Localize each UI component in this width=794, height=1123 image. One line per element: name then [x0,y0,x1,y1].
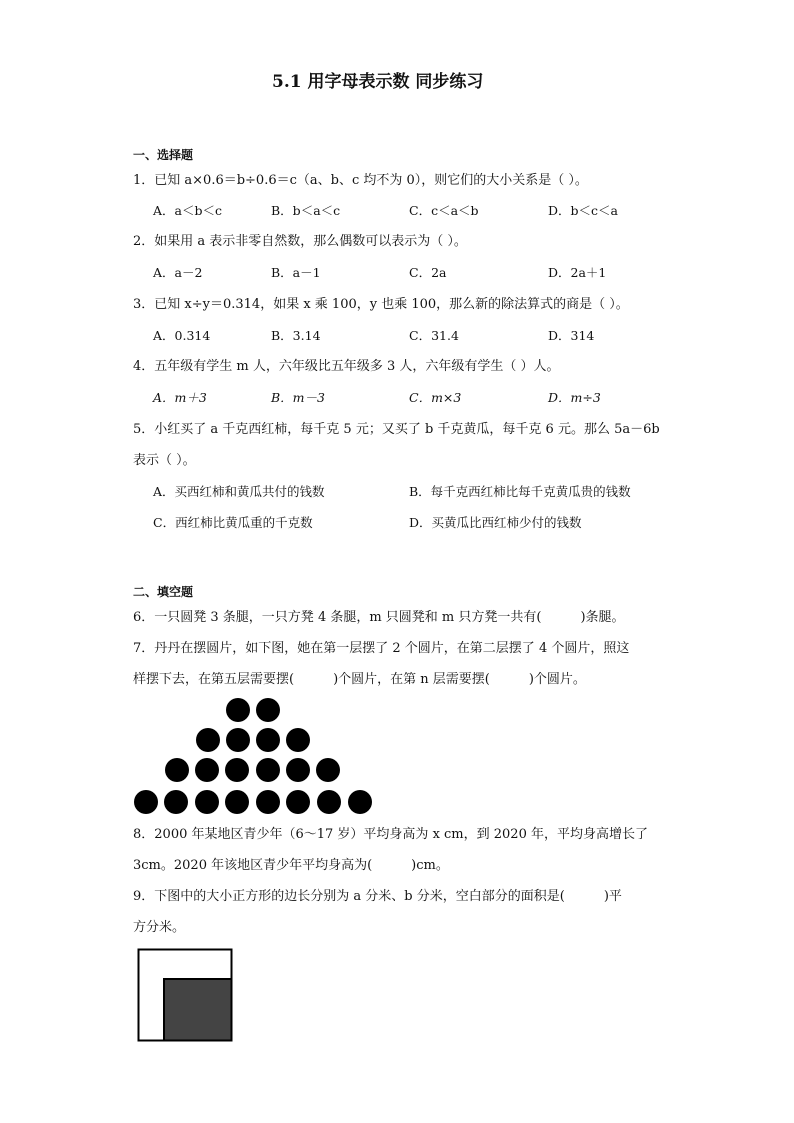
q2-option-c: C．2a [409,265,447,280]
question-8-line2: 3cm。2020 年该地区青少年平均身高为( )cm。 [133,858,449,873]
question-3-stem: 3．已知 x÷y＝0.314，如果 x 乘 100，y 也乘 100，那么新的除法算式的商是（ ）。 [133,297,629,312]
q2-option-b: B．a－1 [271,265,321,280]
q1-option-d: D．b＜c＜a [548,203,618,218]
disc [195,758,219,782]
question-9-line1: 9．下图中的大小正方形的边长分别为 a 分米、b 分米，空白部分的面积是( )平 [133,889,622,904]
disc [256,758,280,782]
q2-option-d: D．2a＋1 [548,265,607,280]
q5-option-a: A．买西红柿和黄瓜共付的钱数 [153,484,325,499]
question-6: 6．一只圆凳 3 条腿，一只方凳 4 条腿，m 只圆凳和 m 只方凳一共有( )条腿。 [133,610,625,625]
question-1-stem: 1．已知 a×0.6＝b÷0.6＝c（a、b、c 均不为 0），则它们的大小关系是（ ）。 [133,173,588,188]
disc [165,758,189,782]
page-title: 5.1 用字母表示数 同步练习 [272,72,484,92]
q4-option-b: B．m－3 [271,390,325,405]
circle-pyramid-figure [125,692,385,817]
disc [225,790,249,814]
question-5-stem-line2: 表示（ ）。 [133,453,196,468]
q5-option-c: C．西红柿比黄瓜重的千克数 [153,515,313,530]
q4-option-a: A．m＋3 [153,390,207,405]
section-fill-heading: 二、填空题 [133,585,194,599]
question-7-line1: 7．丹丹在摆圆片，如下图，她在第一层摆了 2 个圆片，在第二层摆了 4 个圆片，照这 [133,641,630,656]
square-area-figure [137,948,237,1044]
q1-option-b: B．b＜a＜c [271,203,341,218]
disc [134,790,158,814]
question-4-stem: 4．五年级有学生 m 人，六年级比五年级多 3 人，六年级有学生（ ）人。 [133,359,560,374]
disc [316,758,340,782]
disc [226,698,250,722]
disc [256,728,280,752]
q3-option-b: B．3.14 [271,328,321,343]
q2-option-a: A．a－2 [153,265,203,280]
disc [195,790,219,814]
q4-option-d: D．m÷3 [548,390,601,405]
q4-option-c: C．m×3 [409,390,462,405]
disc [225,758,249,782]
q5-option-d: D．买黄瓜比西红柿少付的钱数 [409,515,582,530]
q3-option-d: D．314 [548,328,595,343]
disc [196,728,220,752]
disc [286,790,310,814]
disc [348,790,372,814]
q5-option-b: B．每千克西红柿比每千克黄瓜贵的钱数 [409,484,631,499]
question-8-line1: 8．2000 年某地区青少年（6～17 岁）平均身高为 x cm，到 2020 年，平均身高增长了 [133,827,648,842]
small-shaded-square [164,979,232,1041]
disc [286,728,310,752]
q1-option-a: A．a＜b＜c [153,203,222,218]
q1-option-c: C．c＜a＜b [409,203,479,218]
question-7-line2: 样摆下去，在第五层需要摆( )个圆片，在第 n 层需要摆( )个圆片。 [133,672,586,687]
disc [164,790,188,814]
disc [226,728,250,752]
disc [256,698,280,722]
section-choice-heading: 一、选择题 [133,148,194,162]
disc [317,790,341,814]
q3-option-a: A．0.314 [153,328,211,343]
q3-option-c: C．31.4 [409,328,459,343]
disc [286,758,310,782]
disc [256,790,280,814]
question-9-line2: 方分米。 [133,920,186,935]
question-5-stem-line1: 5．小红买了 a 千克西红柿，每千克 5 元；又买了 b 千克黄瓜，每千克 6 元。那么 5a－6b [133,422,660,437]
question-2-stem: 2．如果用 a 表示非零自然数，那么偶数可以表示为（ ）。 [133,234,467,249]
